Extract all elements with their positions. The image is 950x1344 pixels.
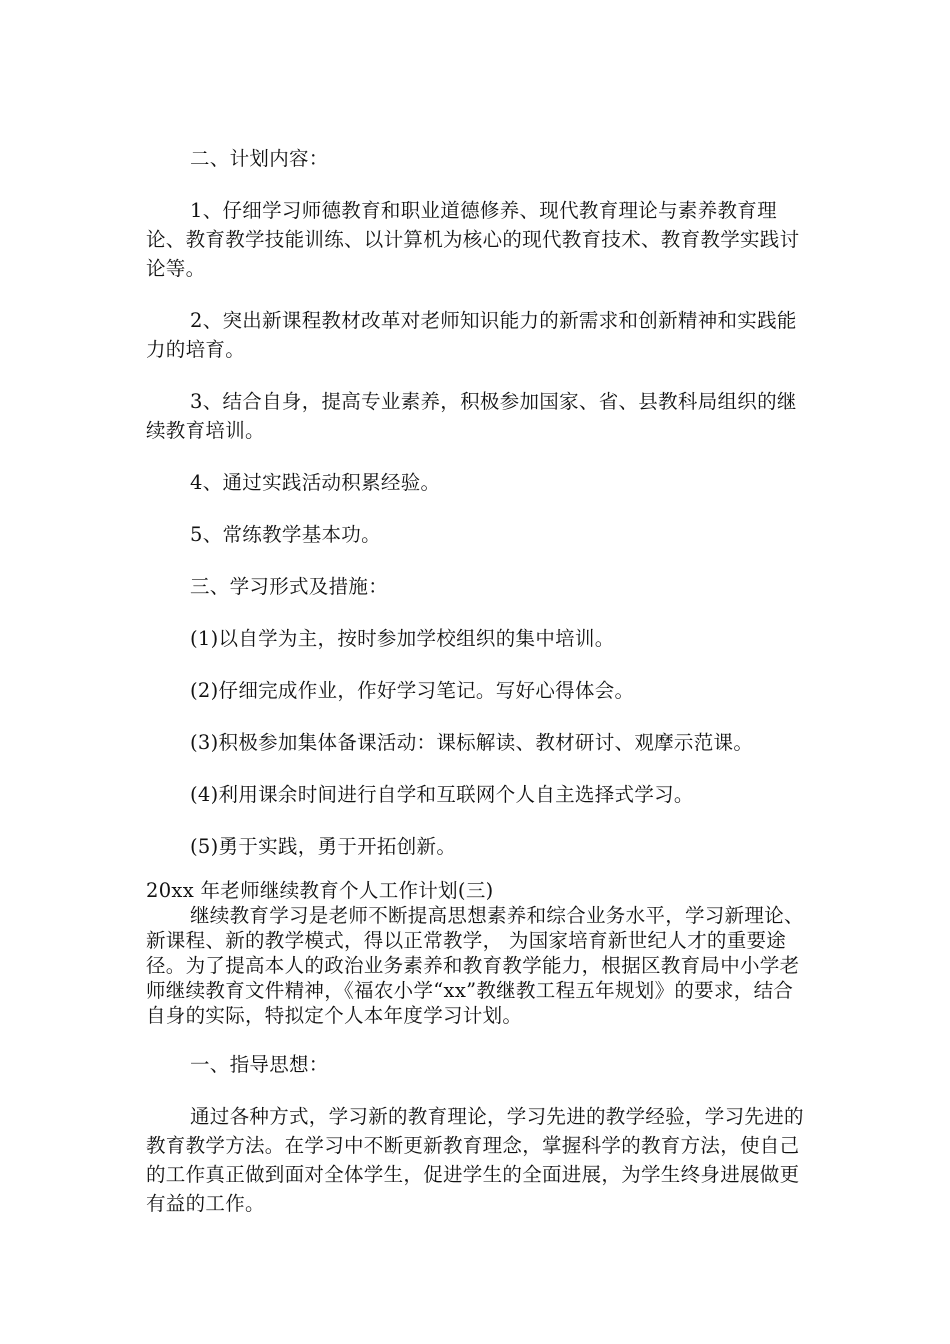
plan-item-4: 4、通过实践活动积累经验。 [190, 471, 441, 494]
section-title: 20xx 年老师继续教育个人工作计划(三) [146, 879, 494, 902]
measure-item-1: (1)以自学为主，按时参加学校组织的集中培训。 [190, 627, 615, 650]
measure-item-3: (3)积极参加集体备课活动：课标解读、教材研讨、观摩示范课。 [190, 731, 754, 754]
plan-item-3: 3、结合自身，提高专业素养，积极参加国家、省、县教科局组织的继续教育培训。 [146, 390, 797, 442]
heading-guiding-thought: 一、指导思想： [190, 1053, 329, 1076]
heading-plan-content: 二、计划内容： [190, 147, 329, 170]
plan-item-5: 5、常练教学基本功。 [190, 523, 381, 546]
plan-item-2: 2、突出新课程教材改革对老师知识能力的新需求和创新精神和实践能力的培育。 [146, 309, 797, 361]
heading-study-form: 三、学习形式及措施： [190, 575, 389, 598]
intro-paragraph: 继续教育学习是老师不断提高思想素养和综合业务水平，学习新理论、新课程、新的教学模式，得以正常教学， 为国家培育新世纪人才的重要途径。为了提高本人的政治业务素养和教育教学能力，根据区教育局中小学老师继续教育文件精神，《福农小学“xx”教继教工程五年规划》的要求，结合自身的实际，特拟定个人本年度学习计划。 [146, 904, 804, 1027]
document-body [146, 144, 808, 1241]
measure-item-2: (2)仔细完成作业，作好学习笔记。写好心得体会。 [190, 679, 635, 702]
measure-item-5: (5)勇于实践，勇于开拓创新。 [190, 835, 457, 858]
guide-paragraph: 通过各种方式，学习新的教育理论，学习先进的教学经验，学习先进的教育教学方法。在学习中不断更新教育理念，掌握科学的教育方法，使自己的工作真正做到面对全体学生，促进学生的全面进展，为学生终身进展做更有益的工作。 [146, 1105, 804, 1215]
plan-item-1: 1、仔细学习师德教育和职业道德修养、现代教育理论与素养教育理论、教育教学技能训练、以计算机为核心的现代教育技术、教育教学实践讨论等。 [146, 199, 800, 280]
measure-item-4: (4)利用课余时间进行自学和互联网个人自主选择式学习。 [190, 783, 694, 806]
